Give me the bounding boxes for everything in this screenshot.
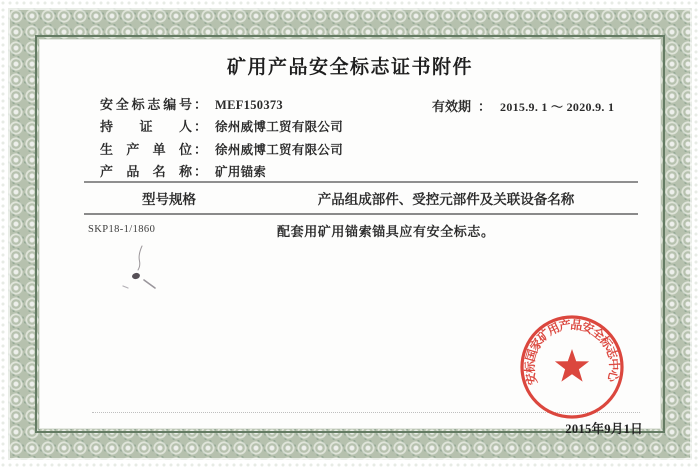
seal-text: 安标国家矿用产品安全标志中心 bbox=[522, 317, 622, 387]
ink-smudge bbox=[120, 240, 170, 300]
validity-label: 有效期 bbox=[432, 99, 472, 114]
page-title: 矿用产品安全标志证书附件 bbox=[226, 57, 473, 78]
field-row-product-name bbox=[100, 161, 343, 183]
validity-period bbox=[432, 96, 614, 115]
table-row bbox=[84, 215, 638, 240]
field-label: 持证人 bbox=[100, 119, 192, 135]
cell-components-note: 配套用矿用锚索锚具应有安全标志。 bbox=[277, 224, 495, 239]
field-value: 徐州威博工贸有限公司 bbox=[215, 120, 344, 135]
cell-model-value: SKP18-1/1860 bbox=[88, 224, 156, 235]
field-label: 产品名称 bbox=[100, 163, 192, 179]
spec-table bbox=[84, 181, 638, 240]
official-seal bbox=[517, 312, 627, 422]
field-row-certificate-holder bbox=[100, 116, 343, 138]
field-row-safety-mark-number bbox=[100, 94, 343, 116]
field-colon: ： bbox=[194, 163, 208, 179]
field-colon: ： bbox=[194, 141, 208, 157]
field-label: 生产单位 bbox=[100, 141, 192, 157]
field-row-manufacturer bbox=[100, 139, 343, 161]
validity-value: 2015.9. 1 ～ 2020.9. 1 bbox=[500, 100, 615, 114]
spec-table-header bbox=[84, 181, 638, 215]
field-colon: ： bbox=[194, 97, 208, 112]
red-star-icon bbox=[555, 349, 589, 382]
field-value: 徐州威博工贸有限公司 bbox=[215, 142, 344, 157]
issue-date: 2015年9月1日 bbox=[565, 422, 643, 436]
field-label: 安全标志编号 bbox=[100, 97, 192, 112]
certificate-fields bbox=[100, 94, 343, 183]
validity-colon: ： bbox=[478, 99, 492, 114]
field-value: 矿用锚索 bbox=[215, 164, 267, 179]
field-value: MEF150373 bbox=[215, 98, 283, 112]
header-cell-model: 型号规格 bbox=[142, 192, 196, 207]
field-colon: ： bbox=[194, 119, 208, 135]
header-cell-components: 产品组成部件、受控元部件及关联设备名称 bbox=[317, 192, 575, 207]
